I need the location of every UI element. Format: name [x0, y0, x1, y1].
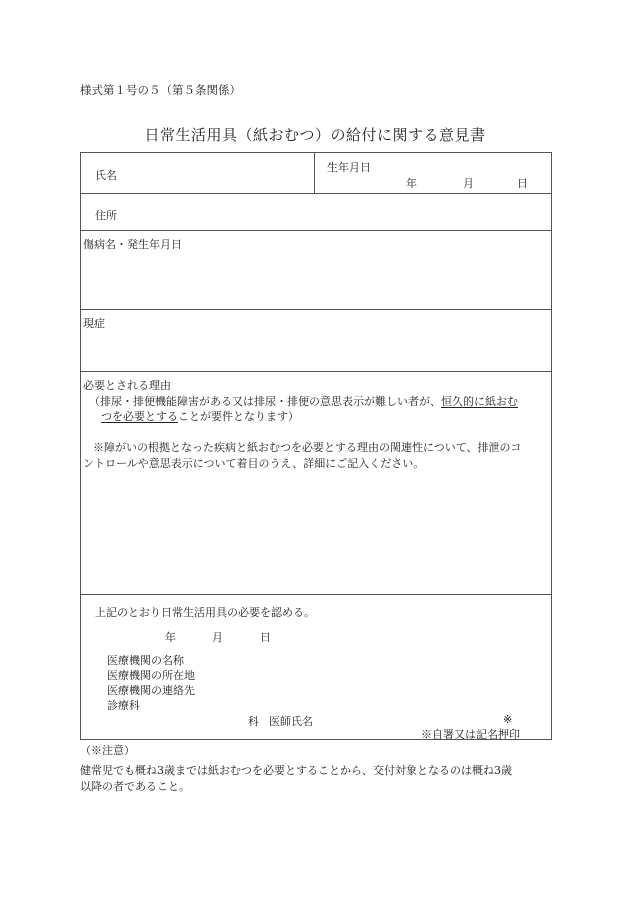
dob-month-label: 月 [463, 177, 474, 190]
reason-note-underlined: 恒久的に紙おむ [441, 395, 518, 408]
signature-mark: ※ [503, 713, 513, 726]
institution-address-label: 医療機関の所在地 [107, 669, 195, 682]
row-divider [81, 594, 551, 595]
reason-note-line2 [101, 408, 299, 424]
dob-day-label: 日 [517, 177, 528, 190]
row-divider [81, 193, 551, 194]
reason-instruction-line1: ※障がいの根拠となった疾病と紙おむつを必要とする理由の関連性について、排泄のコ [93, 441, 522, 454]
department-suffix: 科 [248, 715, 259, 728]
form-table [80, 152, 552, 740]
reason-note-text: （排尿・排便機能障害がある又は排尿・排便の意思表示が難しい者が、 [89, 395, 441, 408]
dob-year-label: 年 [406, 177, 417, 190]
name-label: 氏名 [95, 169, 117, 182]
notes-heading: （※注意） [80, 744, 135, 757]
row-divider [81, 309, 551, 310]
row-divider [81, 230, 551, 231]
row-divider [81, 371, 551, 372]
address-label: 住所 [95, 209, 117, 222]
column-divider [314, 153, 315, 193]
reason-instruction-line2: ントロールや意思表示について着目のうえ、詳細にご記入ください。 [83, 457, 425, 470]
notes-line1: 健常児でも概ね3歳までは紙おむつを必要とすることから、交付対象となるのは概ね3歳 [80, 764, 512, 777]
institution-contact-label: 医療機関の連絡先 [107, 684, 195, 697]
doctor-name-label: 医師氏名 [269, 715, 313, 728]
certification-text: 上記のとおり日常生活用具の必要を認める。 [95, 606, 315, 619]
reason-note-underlined: つを必要とする [101, 410, 178, 423]
cert-year-label: 年 [165, 631, 176, 644]
page-title: 日常生活用具（紙おむつ）の給付に関する意見書 [144, 126, 486, 144]
symptom-label: 現症 [83, 317, 105, 330]
reason-note-text: ことが要件となります） [178, 410, 299, 423]
cert-day-label: 日 [260, 631, 271, 644]
form-id: 様式第１号の５（第５条関係） [80, 83, 241, 97]
reason-note-line1 [89, 393, 518, 409]
notes-line2: 以降の者であること。 [80, 780, 190, 793]
disease-label: 傷病名・発生年月日 [83, 238, 182, 251]
cert-month-label: 月 [212, 631, 223, 644]
reason-label: 必要とされる理由 [83, 379, 171, 392]
institution-name-label: 医療機関の名称 [107, 654, 184, 667]
department-label: 診療科 [107, 699, 140, 712]
signature-note: ※自署又は記名押印 [421, 728, 520, 741]
dob-label: 生年月日 [327, 161, 371, 174]
